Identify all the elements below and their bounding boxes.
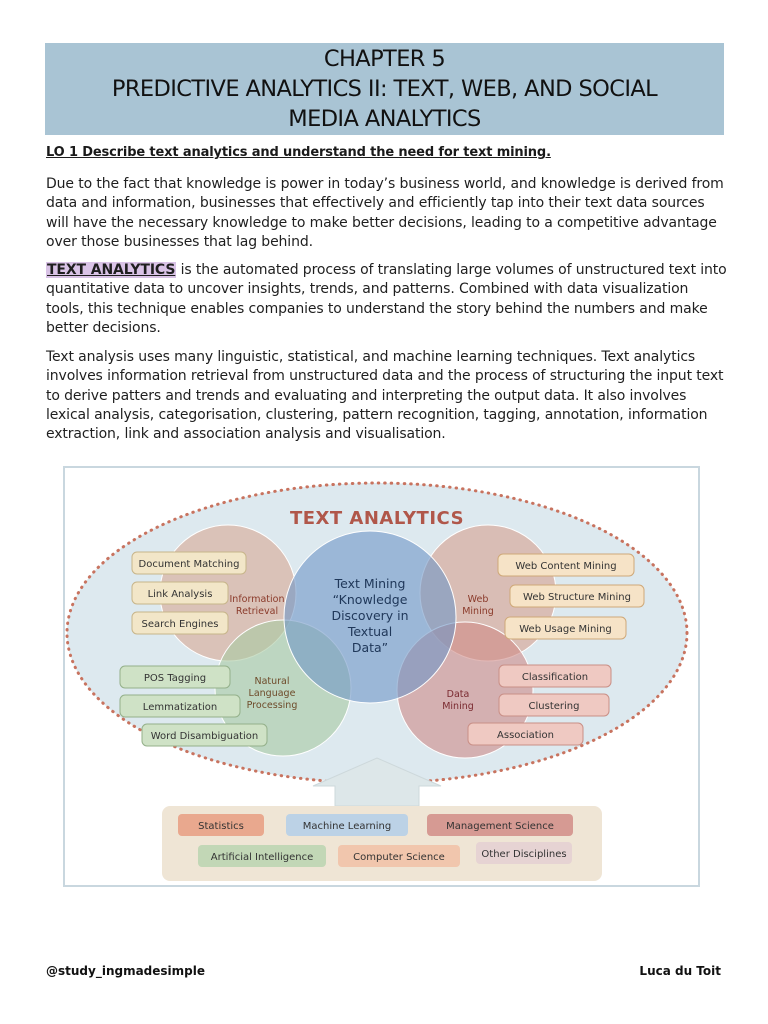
foundation-5-label: Computer Science: [353, 852, 445, 863]
information-retrieval-label-line-1: Information: [229, 594, 285, 605]
dm-item-1-label: Classification: [521, 672, 589, 683]
paragraph-techniques: Text analysis uses many linguistic, statistical, and machine learning techniques. Text analytics involves information retrieval from unstructured data and the process of structuring the input text to derive patters and trends and evaluating and interpreting the output data. It also involves lexical analysis, categorisation, clustering, pattern recognition, tagging, annotation, information extraction, link and association analysis and visualisation.: [46, 349, 724, 443]
ir-item-3-label: Search Engines: [141, 619, 219, 630]
text-mining-label-line-1: Text Mining: [334, 576, 406, 591]
data-mining-label-line-1: Data: [446, 689, 470, 700]
web-mining-label-line-1: Web: [467, 594, 489, 605]
footer-author: Luca du Toit: [639, 964, 721, 978]
foundation-2-label: Machine Learning: [302, 821, 392, 832]
text-mining-label-line-4: Textual: [347, 624, 393, 639]
text-analytics-diagram: [63, 466, 700, 887]
chapter-title-line-1: PREDICTIVE ANALYTICS II: TEXT, WEB, AND SOCIAL: [111, 76, 658, 102]
foundation-6-label: Other Disciplines: [481, 849, 567, 860]
data-mining-label-line-2: Mining: [442, 701, 474, 712]
dm-item-3-label: Association: [497, 730, 554, 741]
nlp-item-1-label: POS Tagging: [143, 673, 207, 684]
ir-item-1-label: Document Matching: [138, 559, 240, 570]
nlp-item-3-label: Word Disambiguation: [150, 731, 259, 742]
text-mining-label-line-2: “Knowledge: [332, 592, 408, 607]
chapter-title-line-2: MEDIA ANALYTICS: [288, 106, 481, 132]
nlp-label-line-2: Language: [248, 688, 296, 699]
paragraph-text-analytics-definition: [46, 261, 730, 338]
foundation-1-label: Statistics: [198, 821, 244, 832]
foundation-4-label: Artificial Intelligence: [210, 852, 314, 863]
chapter-number: CHAPTER 5: [323, 46, 446, 72]
foundation-3-label: Management Science: [446, 821, 554, 832]
nlp-label-line-1: Natural: [254, 676, 290, 687]
web-item-1-label: Web Content Mining: [515, 561, 617, 572]
nlp-label-line-3: Processing: [246, 700, 298, 711]
web-item-3-label: Web Usage Mining: [519, 624, 612, 635]
footer-handle: @study_ingmadesimple: [46, 964, 206, 978]
web-item-2-label: Web Structure Mining: [523, 592, 631, 603]
text-mining-label-line-3: Discovery in: [331, 608, 409, 623]
web-mining-label-line-2: Mining: [462, 606, 494, 617]
text-mining-label-line-5: Data”: [351, 640, 389, 655]
highlighted-term: TEXT ANALYTICS: [47, 262, 176, 278]
learning-objective: LO 1 Describe text analytics and understand the need for text mining.: [46, 145, 551, 160]
definition-text: is the automated process of translating large volumes of unstructured text into quantitative data to uncover insights, trends, and patterns. Combined with data visualization tools, this technique enables companies to understand the story behind the numbers and make better decisions.: [46, 262, 727, 336]
nlp-item-2-label: Lemmatization: [142, 702, 218, 713]
chapter-header: [45, 43, 724, 135]
dm-item-2-label: Clustering: [528, 701, 580, 712]
information-retrieval-label-line-2: Retrieval: [235, 606, 279, 617]
ir-item-2-label: Link Analysis: [147, 589, 213, 600]
paragraph-knowledge: Due to the fact that knowledge is power in today’s business world, and knowledge is derived from data and information, businesses that effectively and efficiently tap into their text data sources will have the necessary knowledge to make better decisions, leading to a competitive advantage over those businesses that lag behind.: [46, 176, 724, 250]
diagram-title: TEXT ANALYTICS: [289, 508, 465, 529]
